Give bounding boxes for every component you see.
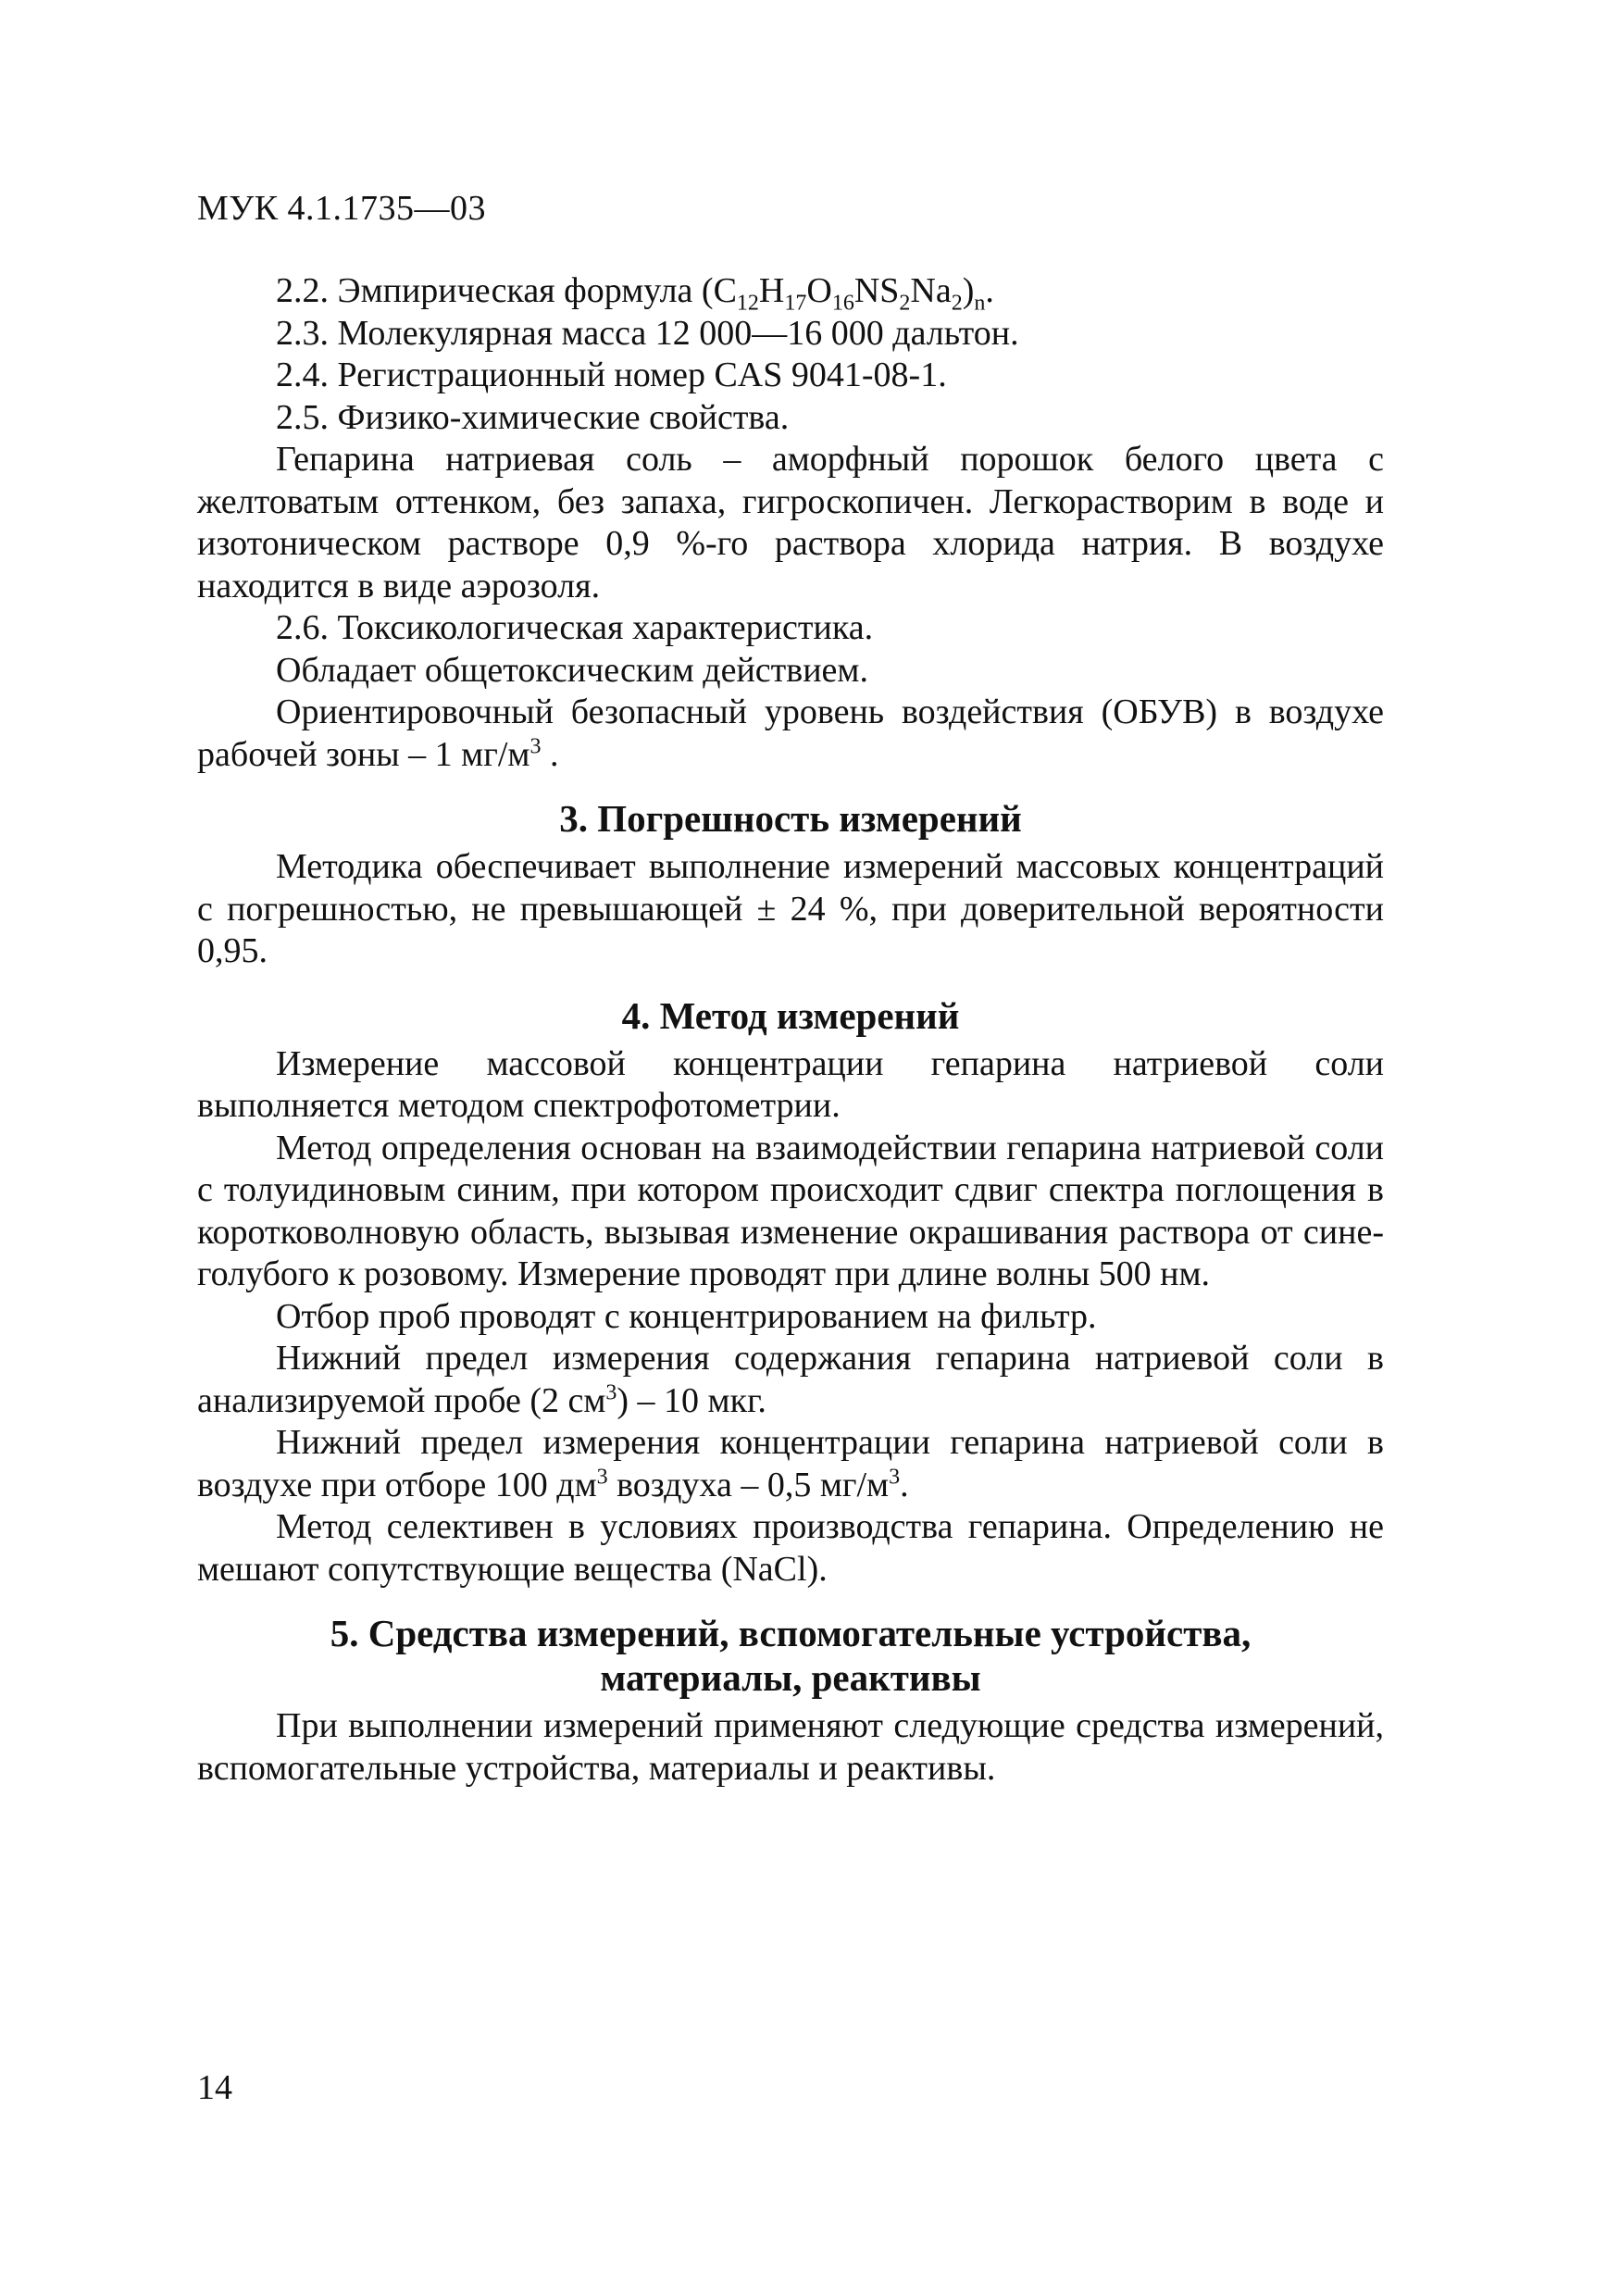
page-content [197, 270, 1384, 1790]
molecular-mass-line: 2.3. Молекулярная масса 12 000—16 000 дальтон. [276, 313, 1019, 353]
document-code-header: МУК 4.1.1735—03 [197, 189, 487, 228]
section-4-paragraph-3: Отбор проб проводят с концентрированием на фильтр. [276, 1296, 1097, 1336]
section-5-heading-line-2: материалы, реактивы [600, 1656, 981, 1699]
section-5-paragraph: При выполнении измерений применяют следующие средства измерений, вспомогательные устройства, материалы и реактивы. [197, 1706, 1384, 1788]
physchem-properties-paragraph: Гепарина натриевая соль – аморфный порошок белого цвета с желтоватым оттенком, без запаха, гигроскопичен. Легкорастворим в воде и изотоническом растворе 0,9 %-го раствора хлорида натрия. В воздухе находится в виде аэрозоля. [197, 440, 1384, 605]
toxicology-title: 2.6. Токсикологическая характеристика. [276, 608, 874, 647]
section-3-heading: 3. Погрешность измерений [559, 797, 1022, 840]
section-3-heading-wrap [197, 776, 1384, 846]
section-4-paragraph-1: Измерение массовой концентрации гепарина натриевой соли выполняется методом спектрофотометрии. [197, 1043, 1384, 1125]
empirical-formula-line: 2.2. Эмпирическая формула $(C_{12}H_{17}O_{16}NS_2Na_2)_n$. [276, 271, 994, 316]
section-4-paragraph-5: Нижний предел измерения концентрации гепарина натриевой соли в воздухе при отборе 100 $дм^3$ воздуха – 0,5 $мг/м^3$. [197, 1423, 1384, 1504]
section-4-paragraph-6: Метод селективен в условиях производства гепарина. Определению не мешают сопутствующие вещества (NaCl). [197, 1507, 1384, 1589]
section-3-paragraph: Методика обеспечивает выполнение измерений массовых концентраций с погрешностью, не превышающей ± 24 %, при доверительной вероятности 0,95. [197, 847, 1384, 970]
toxicology-paragraph: Обладает общетоксическим действием. [276, 650, 868, 690]
section-5-heading-line-1: 5. Средства измерений, вспомогательные устройства, [330, 1612, 1252, 1654]
section-4-heading: 4. Метод измерений [621, 993, 960, 1037]
page-number: 14 [197, 2068, 232, 2107]
cas-number-line: 2.4. Регистрационный номер CAS 9041-08-1. [276, 356, 947, 394]
physchem-properties-title: 2.5. Физико-химические свойства. [276, 397, 790, 437]
section-4-paragraph-4: Нижний предел измерения содержания гепарина натриевой соли в анализируемой пробе (2 $см^3) - 10$ мкг. [197, 1339, 1384, 1420]
obuv-paragraph: Ориентировочный безопасный уровень воздействия (ОБУВ) в воздухе рабочей зоны – 1 $мг/м^3$ . [197, 693, 1384, 774]
section-4-heading-wrap [197, 973, 1384, 1043]
section-4-paragraph-2: Метод определения основан на взаимодействии гепарина натриевой соли с толуидиновым синим, при котором происходит сдвиг спектра поглощения в коротковолновую область, вызывая изменение окрашивания раствора от сине-голубого к розовому. Измерение проводят при длине волны 500 нм. [197, 1128, 1384, 1293]
section-5-heading-wrap [197, 1591, 1384, 1705]
